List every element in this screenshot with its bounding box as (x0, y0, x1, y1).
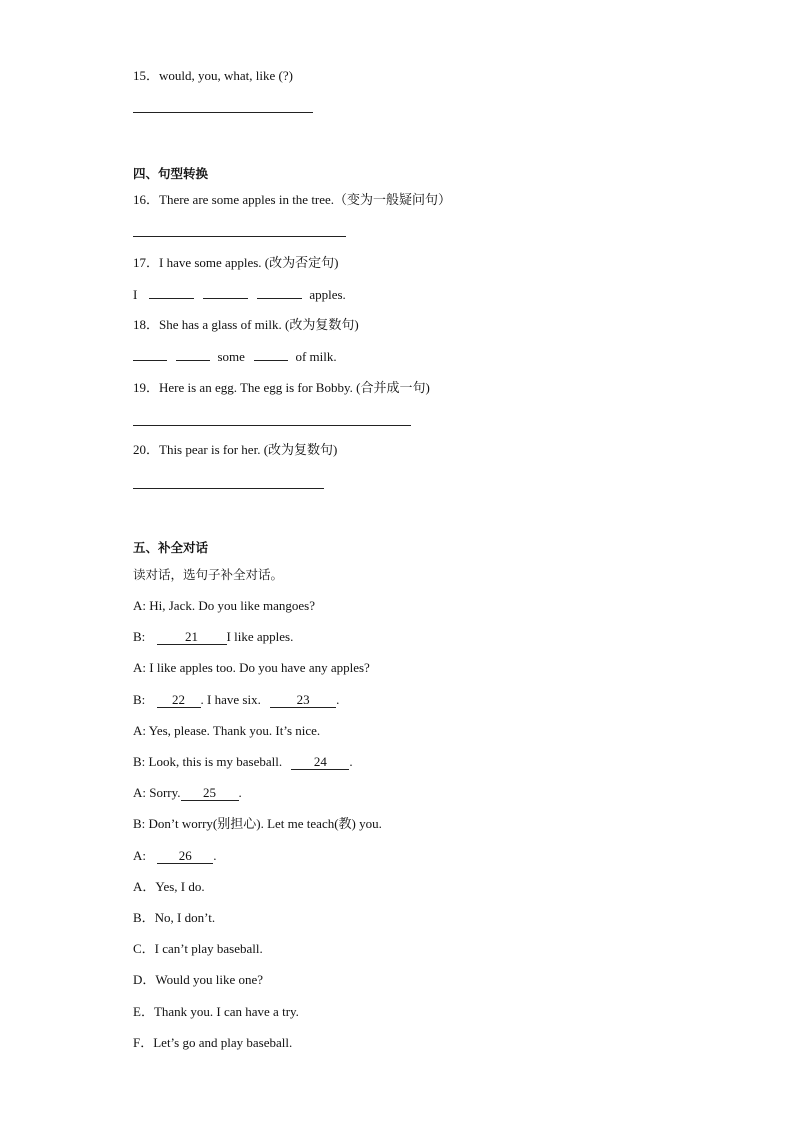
answer-line-19[interactable] (133, 425, 411, 426)
question-17: 17．I have some apples. (改为否定句) (133, 255, 339, 270)
dialogue-line-3: A: I like apples too. Do you have any apples? (133, 660, 370, 675)
answer-17-end: apples. (309, 287, 346, 302)
blank-26[interactable]: 26 (157, 849, 213, 864)
answer-row-17 (133, 286, 346, 303)
answer-17-start: I (133, 287, 138, 302)
dialogue-line-6-text: B: Look, this is my baseball. (133, 754, 283, 769)
blank-17-1[interactable] (149, 286, 194, 299)
blank-18-2[interactable] (176, 348, 210, 361)
question-18: 18．She has a glass of milk. (改为复数句) (133, 317, 359, 332)
answer-18-end: of milk. (295, 349, 337, 364)
dialogue-line-7-text: A: Sorry. (133, 785, 181, 800)
dialogue-line-9-end: . (213, 848, 217, 863)
option-b: B．No, I don’t. (133, 910, 216, 925)
answer-line-16[interactable] (133, 236, 346, 237)
blank-24[interactable]: 24 (291, 755, 349, 770)
speaker-b: B: (133, 692, 146, 707)
dialogue-line-4-end: . (336, 692, 340, 707)
dialogue-line-5: A: Yes, please. Thank you. It’s nice. (133, 723, 321, 738)
answer-line-15[interactable] (133, 112, 313, 113)
blank-22[interactable]: 22 (157, 693, 201, 708)
dialogue-line-6 (133, 754, 353, 770)
option-a: A．Yes, I do. (133, 879, 205, 894)
option-c: C．I can’t play baseball. (133, 941, 263, 956)
blank-18-3[interactable] (254, 348, 288, 361)
section-5-heading: 五、补全对话 (133, 540, 209, 555)
speaker-b: B: (133, 629, 146, 644)
dialogue-line-1: A: Hi, Jack. Do you like mangoes? (133, 598, 315, 613)
dialogue-line-7 (133, 785, 242, 801)
blank-17-2[interactable] (203, 286, 248, 299)
blank-23[interactable]: 23 (270, 693, 336, 708)
section-4-heading: 四、句型转换 (133, 166, 209, 181)
dialogue-line-7-end: . (238, 785, 242, 800)
dialogue-line-2 (133, 629, 293, 645)
option-e: E．Thank you. I can have a try. (133, 1004, 299, 1019)
dialogue-line-2-text: I like apples. (226, 629, 294, 644)
blank-17-3[interactable] (257, 286, 302, 299)
dialogue-line-6-end: . (349, 754, 353, 769)
option-d: D．Would you like one? (133, 972, 264, 987)
speaker-a: A: (133, 848, 146, 863)
dialogue-line-9 (133, 848, 217, 864)
answer-row-18 (133, 348, 337, 365)
dialogue-line-4-mid: . I have six. (200, 692, 261, 707)
blank-25[interactable]: 25 (181, 786, 239, 801)
question-16: 16．There are some apples in the tree.（变为一般疑问句） (133, 192, 452, 207)
question-20: 20．This pear is for her. (改为复数句) (133, 442, 338, 457)
dialogue-line-4 (133, 692, 339, 708)
dialogue-line-8: B: Don’t worry(别担心). Let me teach(教) you. (133, 816, 382, 831)
blank-21[interactable]: 21 (157, 630, 227, 645)
option-f: F．Let’s go and play baseball. (133, 1035, 293, 1050)
answer-line-20[interactable] (133, 488, 324, 489)
section-5-instruction: 读对话，选句子补全对话。 (133, 567, 284, 582)
question-19: 19．Here is an egg. The egg is for Bobby. (合并成一句) (133, 380, 430, 395)
question-15: 15．would, you, what, like (?) (133, 68, 293, 83)
answer-18-mid: some (217, 349, 245, 364)
blank-18-1[interactable] (133, 348, 167, 361)
